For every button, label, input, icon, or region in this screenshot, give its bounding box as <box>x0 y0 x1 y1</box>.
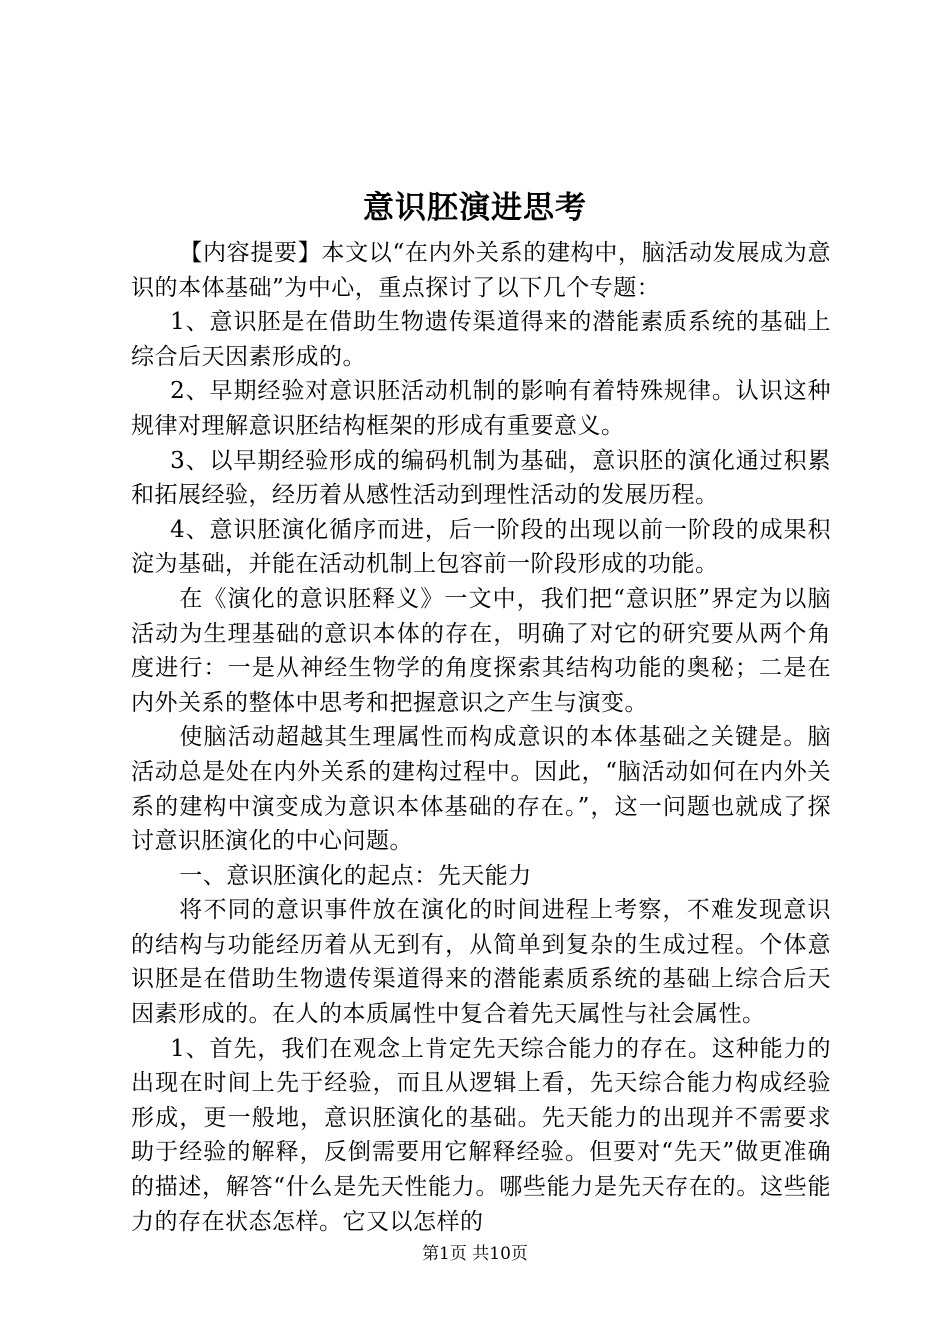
abstract-point-1: 1、意识胚是在借助生物遗传渠道得来的潜能素质系统的基础上综合后天因素形成的。 <box>131 309 831 370</box>
abstract-point-4: 4、意识胚演化循序而进，后一阶段的出现以前一阶段的成果积淀为基础，并能在活动机制上包容前一阶段形成的功能。 <box>131 516 831 578</box>
abstract-point-2: 2、早期经验对意识胚活动机制的影响有着特殊规律。认识这种规律对理解意识胚结构框架的形成有重要意义。 <box>131 378 831 439</box>
abstract-paragraph: 【内容提要】本文以“在内外关系的建构中，脑活动发展成为意识的本体基础”为中心，重点探讨了以下几个专题： <box>131 240 831 301</box>
body-paragraph: 1、首先，我们在观念上肯定先天综合能力的存在。这种能力的出现在时间上先于经验，而且从逻辑上看，先天综合能力构成经验形成，更一般地，意识胚演化的基础。先天能力的出现并不需要求助于经验的解释，反倒需要用它解释经验。但要对“先天”做更准确的描述，解答“什么是先天性能力。哪些能力是先天存在的。这些能力的存在状态怎样。它又以怎样的 <box>131 1035 831 1235</box>
body-paragraph: 将不同的意识事件放在演化的时间进程上考察，不难发现意识的结构与功能经历着从无到有，从简单到复杂的生成过程。个体意识胚是在借助生物遗传渠道得来的潜能素质系统的基础上综合后天因素形成的。在人的本质属性中复合着先天属性与社会属性。 <box>131 897 831 1028</box>
abstract-point-3: 3、以早期经验形成的编码机制为基础，意识胚的演化通过积累和拓展经验，经历着从感性活动到理性活动的发展历程。 <box>131 447 831 509</box>
body-paragraph: 在《演化的意识胚释义》一文中，我们把“意识胚”界定为以脑活动为生理基础的意识本体的存在，明确了对它的研究要从两个角度进行：一是从神经生物学的角度探索其结构功能的奥秘；二是在内外关系的整体中思考和把握意识之产生与演变。 <box>131 585 831 716</box>
page-footer: 第1页 共10页 <box>422 1244 528 1264</box>
body-paragraph: 使脑活动超越其生理属性而构成意识的本体基础之关键是。脑活动总是处在内外关系的建构过程中。因此，“脑活动如何在内外关系的建构中演变成为意识本体基础的存在。”，这一问题也就成了探讨意识胚演化的中心问题。 <box>131 724 831 855</box>
section-heading: 一、意识胚演化的起点：先天能力 <box>179 862 532 889</box>
document-title: 意识胚演进思考 <box>363 190 587 226</box>
document-body <box>131 236 831 1239</box>
